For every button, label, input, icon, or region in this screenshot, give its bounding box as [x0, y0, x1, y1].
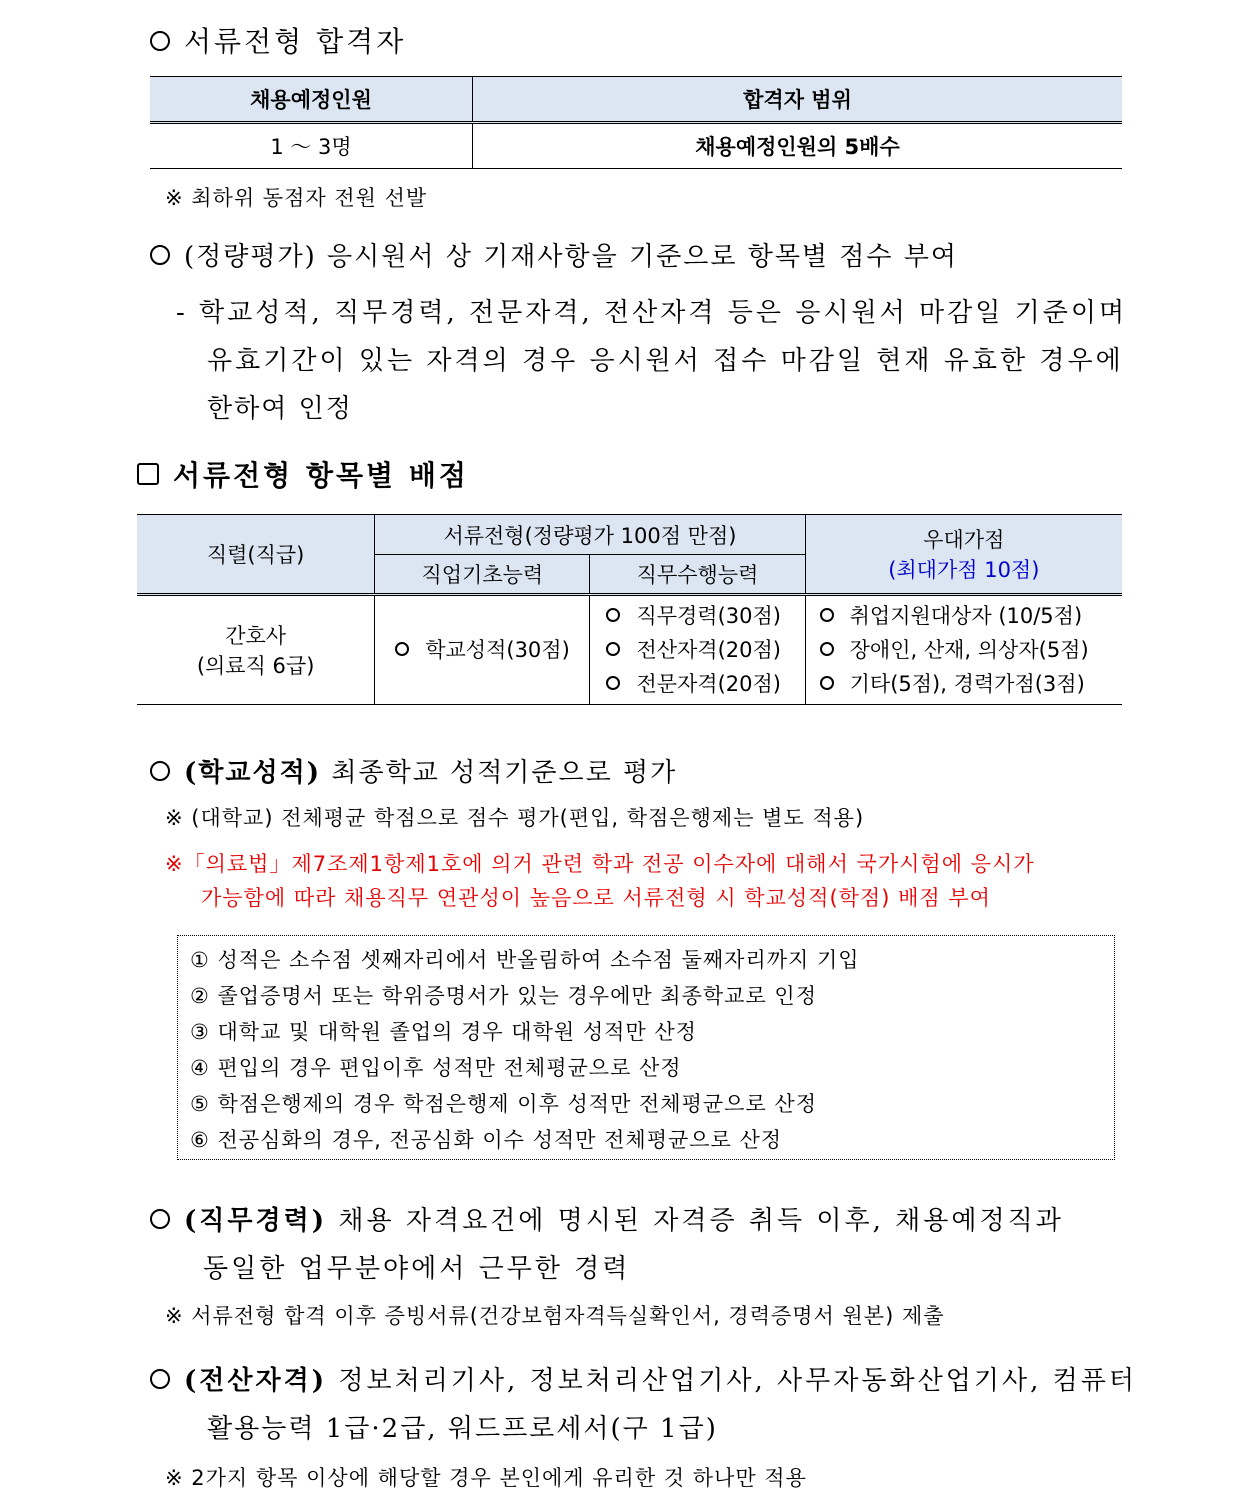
section-job-experience: (직무경력) 채용 자격요건에 명시된 자격증 취득 이후, 채용예정직과: [150, 1200, 1064, 1237]
header-bonus: 우대가점 (최대가점 10점): [805, 515, 1122, 595]
table-header: 합격자 범위: [473, 77, 1123, 123]
section-school-grades: (학교성적) 최종학교 성적기준으로 평가: [150, 752, 677, 789]
job-experience-line-2: 동일한 업무분야에서 근무한 경력: [203, 1254, 631, 1284]
rule-item: ① 성적은 소수점 셋째자리에서 반올림하여 소수점 둘째자리까지 기입: [190, 948, 860, 972]
bonus-max: (최대가점 10점): [888, 558, 1040, 582]
cell-job: 간호사 (의료직 6급): [137, 595, 375, 705]
note-medical-law-1: ※「의료법」제7조제1항제1호에 의거 관련 학과 전공 이수자에 대해서 국가시험에 응시가: [165, 852, 1035, 876]
cell-performance: 직무경력(30점) 전산자격(20점) 전문자격(20점): [590, 595, 805, 705]
table-cell: 1 ～ 3명: [150, 123, 473, 169]
circle-bullet-icon: [606, 642, 620, 656]
header-job-grade: 직렬(직급): [137, 515, 375, 595]
section-heading-scoring: 서류전형 항목별 배점: [137, 454, 469, 494]
quant-line-1: - 학교성적, 직무경력, 전문자격, 전산자격 등은 응시원서 마감일 기준이며: [176, 298, 1128, 328]
rule-item: ② 졸업증명서 또는 학위증명서가 있는 경우에만 최종학교로 인정: [190, 984, 817, 1008]
cell-basic: 학교성적(30점): [375, 595, 590, 705]
circle-bullet-icon: [150, 1209, 170, 1229]
header-performance-ability: 직무수행능력: [590, 555, 805, 595]
section-computer-cert: (전산자격) 정보처리기사, 정보처리산업기사, 사무자동화산업기사, 컴퓨터: [150, 1360, 1137, 1397]
rule-item: ⑥ 전공심화의 경우, 전공심화 이수 성적만 전체평균으로 산정: [190, 1128, 783, 1152]
circle-bullet-icon: [150, 1369, 170, 1389]
header-basic-ability: 직업기초능력: [375, 555, 590, 595]
table-cell: 채용예정인원의 5배수: [473, 123, 1123, 169]
circle-bullet-icon: [150, 31, 170, 51]
circle-bullet-icon: [820, 676, 834, 690]
circle-bullet-icon: [606, 608, 620, 622]
square-bullet-icon: [137, 463, 159, 485]
rule-item: ⑤ 학점은행제의 경우 학점은행제 이후 성적만 전체평균으로 산정: [190, 1092, 817, 1116]
header-document-screening: 서류전형(정량평가 100점 만점): [375, 515, 805, 555]
table-header: 채용예정인원: [150, 77, 473, 123]
note-university: ※ (대학교) 전체평균 학점으로 점수 평가(편입, 학점은행제는 별도 적용): [165, 806, 865, 830]
section-quant-eval: (정량평가) 응시원서 상 기재사항을 기준으로 항목별 점수 부여: [150, 236, 958, 273]
circle-bullet-icon: [820, 608, 834, 622]
rule-item: ④ 편입의 경우 편입이후 성적만 전체평균으로 산정: [190, 1056, 682, 1080]
circle-bullet-icon: [150, 761, 170, 781]
section-heading-pass: 서류전형 합격자: [150, 20, 406, 60]
note-medical-law-2: 가능함에 따라 채용직무 연관성이 높음으로 서류전형 시 학교성적(학점) 배점 부여: [201, 886, 991, 910]
pass-range-table: [150, 76, 1122, 169]
scoring-table: [137, 514, 1122, 705]
cell-bonus: 취업지원대상자 (10/5점) 장애인, 산재, 의상자(5점) 기타(5점), 경력가점(3점): [805, 595, 1122, 705]
note-one-only: ※ 2가지 항목 이상에 해당할 경우 본인에게 유리한 것 하나만 적용: [165, 1466, 807, 1490]
quant-line-2: 유효기간이 있는 자격의 경우 응시원서 접수 마감일 현재 유효한 경우에: [207, 346, 1124, 376]
quant-line-3: 한하여 인정: [207, 394, 353, 424]
grading-rules-box: [177, 935, 1115, 1160]
computer-cert-line-2: 활용능력 1급·2급, 워드프로세서(구 1급): [207, 1414, 718, 1444]
circle-bullet-icon: [395, 642, 409, 656]
circle-bullet-icon: [820, 642, 834, 656]
note-documents: ※ 서류전형 합격 이후 증빙서류(건강보험자격득실확인서, 경력증명서 원본) 제출: [165, 1304, 945, 1328]
rule-item: ③ 대학교 및 대학원 졸업의 경우 대학원 성적만 산정: [190, 1020, 697, 1044]
circle-bullet-icon: [606, 676, 620, 690]
circle-bullet-icon: [150, 245, 170, 265]
note-tiebreak: ※ 최하위 동점자 전원 선발: [165, 186, 428, 210]
